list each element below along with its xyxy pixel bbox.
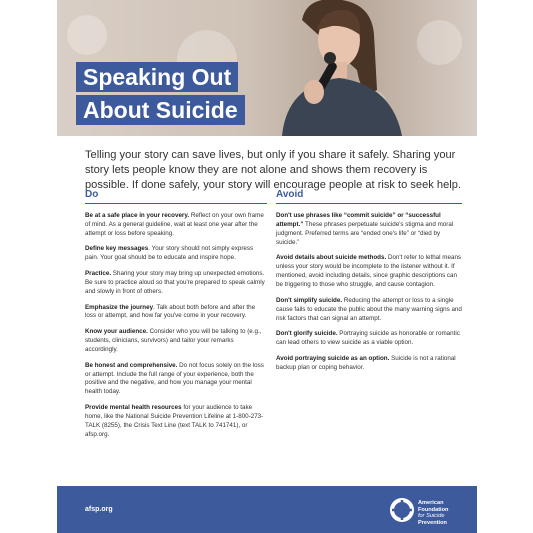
do-item: Be at a safe place in your recovery. Reflect on your own frame of mind. As a general guideline, wait at least one year after the attempt or loss before speaking. (85, 211, 264, 237)
do-item: Provide mental health resources for your audience to take home, like the National Suicide Prevention Lifeline at 1-800-273-TALK (8255), the Crisis Text Line (text TALK to 741741), or afsp.org. (85, 404, 264, 438)
avoid-item: Avoid portraying suicide as an option. Suicide is not a rational backup plan or coping behavior. (276, 354, 456, 371)
intro-paragraph: Telling your story can save lives, but only if you share it safely. Sharing your story lets people know they are not alone and shows them recovery is possible. If done safely, your story will encourage people at risk to seek help. (85, 149, 461, 191)
do-item: Know your audience. Consider who you will be talking to (e.g., students, clinicians, survivors) and tailor your remarks accordingly. (85, 328, 262, 353)
avoid-divider (276, 203, 462, 204)
footer-bar (57, 486, 477, 533)
do-heading: Do (85, 189, 99, 200)
avoid-item: Don't use phrases like “commit suicide” or “successful attempt.” These phrases perpetuate suicide's stigma and moral judgment. Preferred terms are “ended one's life” or “died by suicide.” (276, 211, 454, 246)
avoid-item: Avoid details about suicide methods. Don't refer to lethal means unless your story would be incomplete to the listener without it. If mentioned, avoid including details, since graphic descriptions can be triggering to those who struggle, and cause contagion. (276, 254, 462, 289)
avoid-item: Don't glorify suicide. Portraying suicide as honorable or romantic can lead others to view suicide as a viable option. (276, 330, 460, 347)
do-item: Emphasize the journey. Talk about both before and after the loss or attempt, and how far you've come in your recovery. (85, 303, 256, 320)
page-title (76, 62, 245, 128)
lifebuoy-icon (390, 498, 414, 522)
org-logo-text: American Foundation for Suicide Prevention (418, 500, 449, 526)
do-item: Practice. Sharing your story may bring up unexpected emotions. Be sure to practice aloud so that you're prepared to speak calmly and slowly in front of others. (85, 270, 265, 295)
avoid-column (276, 191, 462, 379)
do-item: Be honest and comprehensive. Do not focus solely on the loss or attempt. Include the full range of your experience, both the positive and the negative, and how you manage your mental health today. (85, 361, 264, 396)
hero-photo (57, 0, 477, 136)
website-link[interactable]: afsp.org (85, 506, 113, 513)
do-item: Define key messages. Your story should not simply express pain. Your goal should be to educate and inspire hope. (85, 245, 254, 262)
title-line-1: Speaking Out (76, 62, 238, 92)
document-page (57, 0, 477, 533)
do-column (85, 191, 267, 447)
avoid-heading: Avoid (276, 189, 304, 200)
avoid-item: Don't simplify suicide. Reducing the attempt or loss to a single cause fails to educate the public about the many warning signs and risk factors that can signal an attempt. (276, 296, 462, 322)
title-line-2: About Suicide (76, 95, 245, 125)
speaker-illustration (262, 0, 412, 136)
do-divider (85, 203, 267, 204)
